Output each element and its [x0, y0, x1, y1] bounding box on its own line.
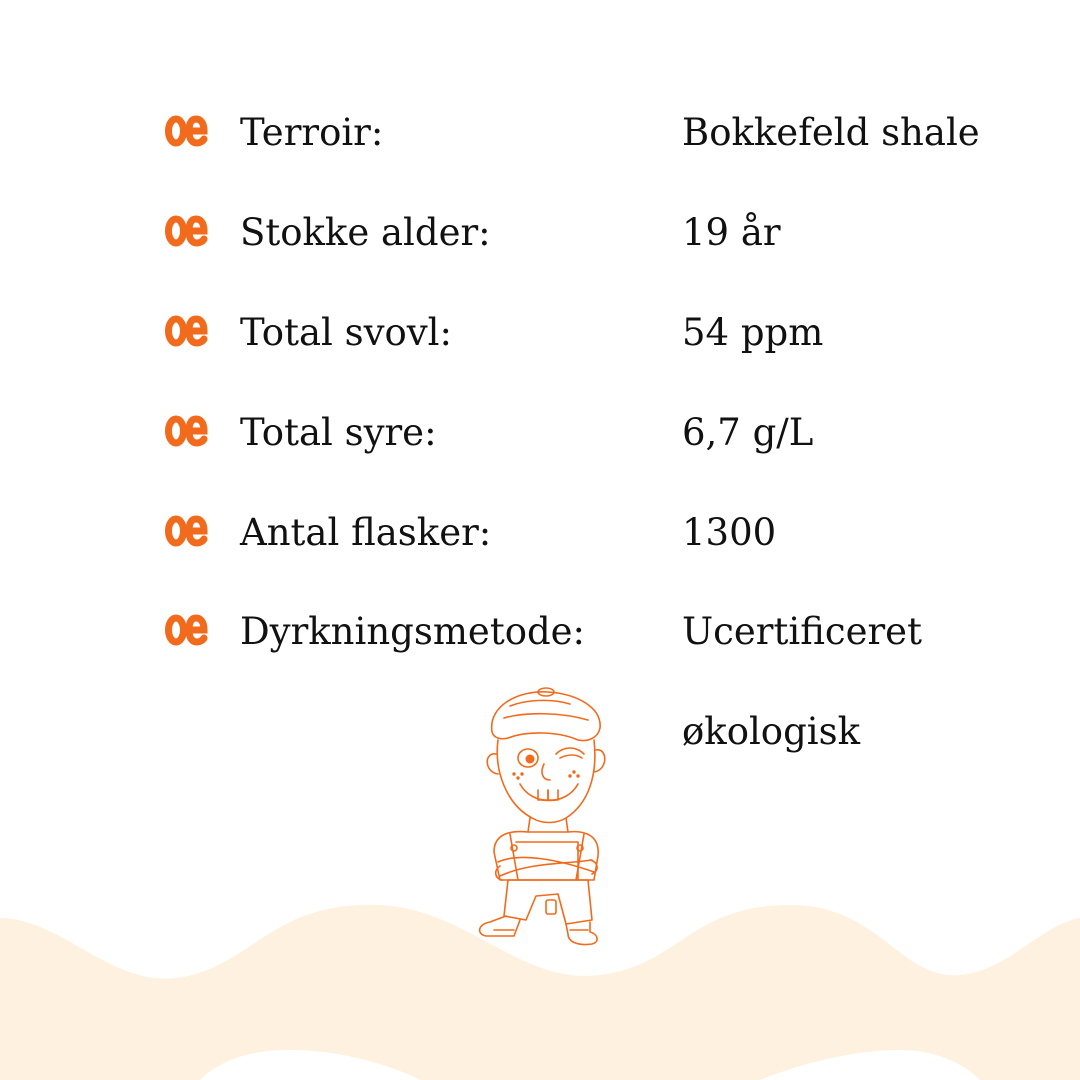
oe-logo-icon: [164, 610, 208, 650]
oe-logo-icon: [164, 111, 208, 151]
oe-logo-icon: [164, 311, 208, 351]
spec-label: Total svovl:: [240, 311, 452, 354]
spec-row-antal-flasker: [160, 503, 1060, 563]
oe-logo-icon: [164, 511, 208, 551]
spec-value: 1300: [682, 511, 777, 554]
spec-row-dyrkningsmetode: [160, 602, 1060, 662]
spec-value: 54 ppm: [682, 311, 824, 354]
oe-logo-icon: [164, 411, 208, 451]
spec-row-terroir: [160, 103, 1060, 163]
spec-value: Ucertificeret: [682, 610, 922, 653]
spec-row-stokke-alder: [160, 203, 1060, 263]
spec-label: Stokke alder:: [240, 211, 491, 254]
spec-label: Dyrkningsmetode:: [240, 610, 586, 653]
spec-value: Bokkefeld shale: [682, 111, 980, 154]
spec-row-total-svovl: [160, 303, 1060, 363]
oe-logo-icon: [164, 211, 208, 251]
winking-boy-mascot-illustration: [470, 684, 610, 954]
spec-label: Antal flasker:: [240, 511, 492, 554]
spec-value: 6,7 g/L: [682, 411, 814, 454]
spec-value-continuation: økologisk: [682, 710, 861, 753]
spec-value: 19 år: [682, 211, 781, 254]
spec-label: Total syre:: [240, 411, 437, 454]
spec-label: Terroir:: [240, 111, 384, 154]
spec-row-total-syre: [160, 403, 1060, 463]
